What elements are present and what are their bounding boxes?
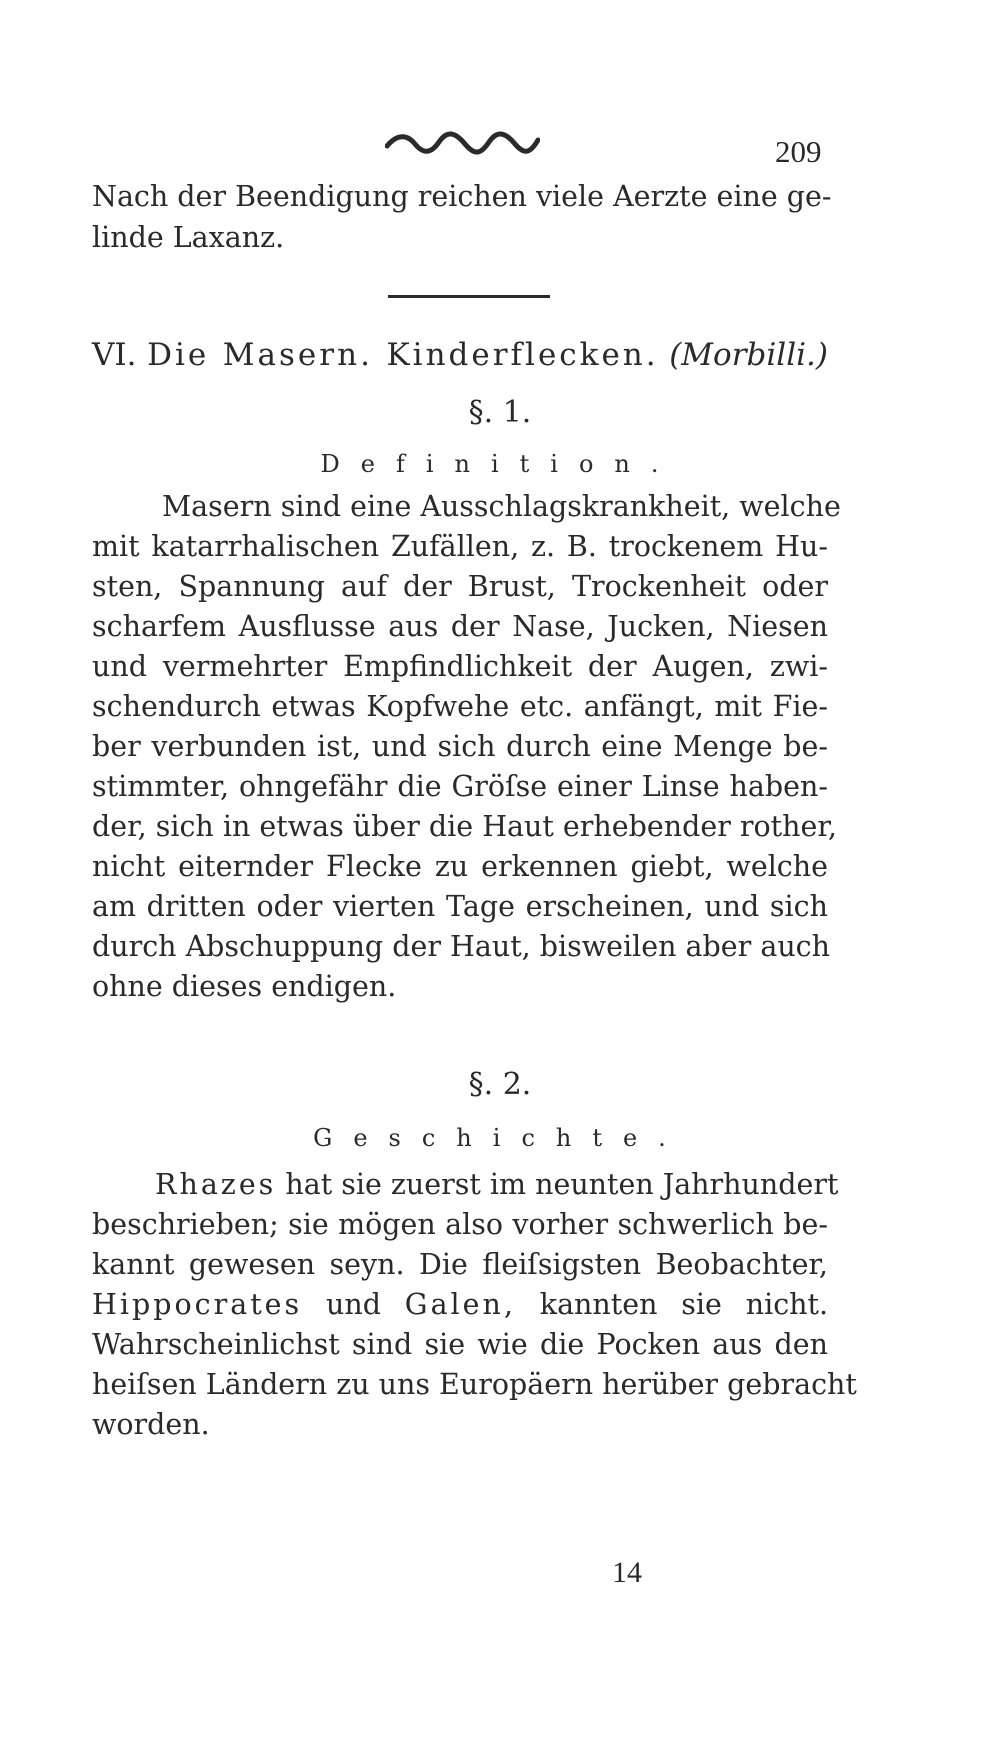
chapter-latin-name: (Morbilli.)	[669, 337, 828, 373]
intro-line-2: linde Laxanz.	[92, 221, 285, 254]
section-1-mark: §. 1.	[468, 395, 532, 430]
page-number: 209	[775, 134, 822, 169]
intro-line-1: Nach der Beendigung reichen viele Aerzte eine ge-	[92, 180, 832, 213]
s2-line-1	[155, 1165, 839, 1205]
s2-line-4-rest: kannten sie nicht.	[539, 1288, 829, 1321]
s1-line-1: Masern sind eine Ausschlagskrankheit, welche	[162, 490, 841, 523]
s2-line-6: heiſsen Ländern zu uns Europäern herüber gebracht	[92, 1368, 857, 1401]
s1-line-3: sten, Spannung auf der Brust, Trockenheit oder	[92, 570, 828, 603]
s1-line-10: nicht eiternder Flecke zu erkennen giebt, welche	[92, 850, 828, 883]
s2-hippocrates: Hippocrates	[92, 1288, 303, 1321]
s2-line-5: Wahrscheinlichst sind sie wie die Pocken aus den	[92, 1328, 828, 1361]
section-1-title: Definition.	[320, 450, 680, 478]
signature-mark: 14	[612, 1556, 642, 1589]
s2-line-2: beschrieben; sie mögen also vorher schwerlich be-	[92, 1208, 828, 1241]
section-2-mark: §. 2.	[468, 1067, 532, 1102]
s2-galen: Galen,	[404, 1288, 516, 1321]
chapter-number: VI.	[92, 337, 137, 373]
s1-line-11: am dritten oder vierten Tage erscheinen, und sich	[92, 890, 828, 923]
chapter-heading	[92, 335, 828, 375]
chapter-title: Die Masern. Kinderflecken.	[147, 337, 659, 373]
s1-line-12: durch Abschuppung der Haut, bisweilen aber auch	[92, 930, 830, 963]
s1-line-9: der, sich in etwas über die Haut erhebender rother,	[92, 810, 837, 843]
s2-line-7: worden.	[92, 1408, 210, 1441]
s2-line-1-rest: hat sie zuerst im neunten Jahrhundert	[285, 1168, 839, 1201]
header-ornament	[385, 128, 540, 158]
s1-line-7: ber verbunden ist, und sich durch eine Menge be-	[92, 730, 828, 763]
s2-line-3: kannt gewesen seyn. Die fleiſsigsten Beobachter,	[92, 1248, 828, 1281]
s2-connector: und	[325, 1288, 381, 1321]
s2-line-4	[92, 1285, 828, 1325]
s1-line-8: stimmter, ohngefähr die Gröſse einer Linse haben-	[92, 770, 828, 803]
s2-rhazes: Rhazes	[155, 1168, 277, 1201]
section-divider	[388, 295, 550, 298]
s1-line-5: und vermehrter Empfindlichkeit der Augen, zwi-	[92, 650, 828, 683]
section-2-title: Geschichte.	[313, 1124, 687, 1152]
s1-line-13: ohne dieses endigen.	[92, 970, 397, 1003]
s1-line-4: scharfem Ausflusse aus der Nase, Jucken, Niesen	[92, 610, 828, 643]
s1-line-2: mit katarrhalischen Zufällen, z. B. trockenem Hu-	[92, 530, 828, 563]
s1-line-6: schendurch etwas Kopfwehe etc. anfängt, mit Fie-	[92, 690, 828, 723]
